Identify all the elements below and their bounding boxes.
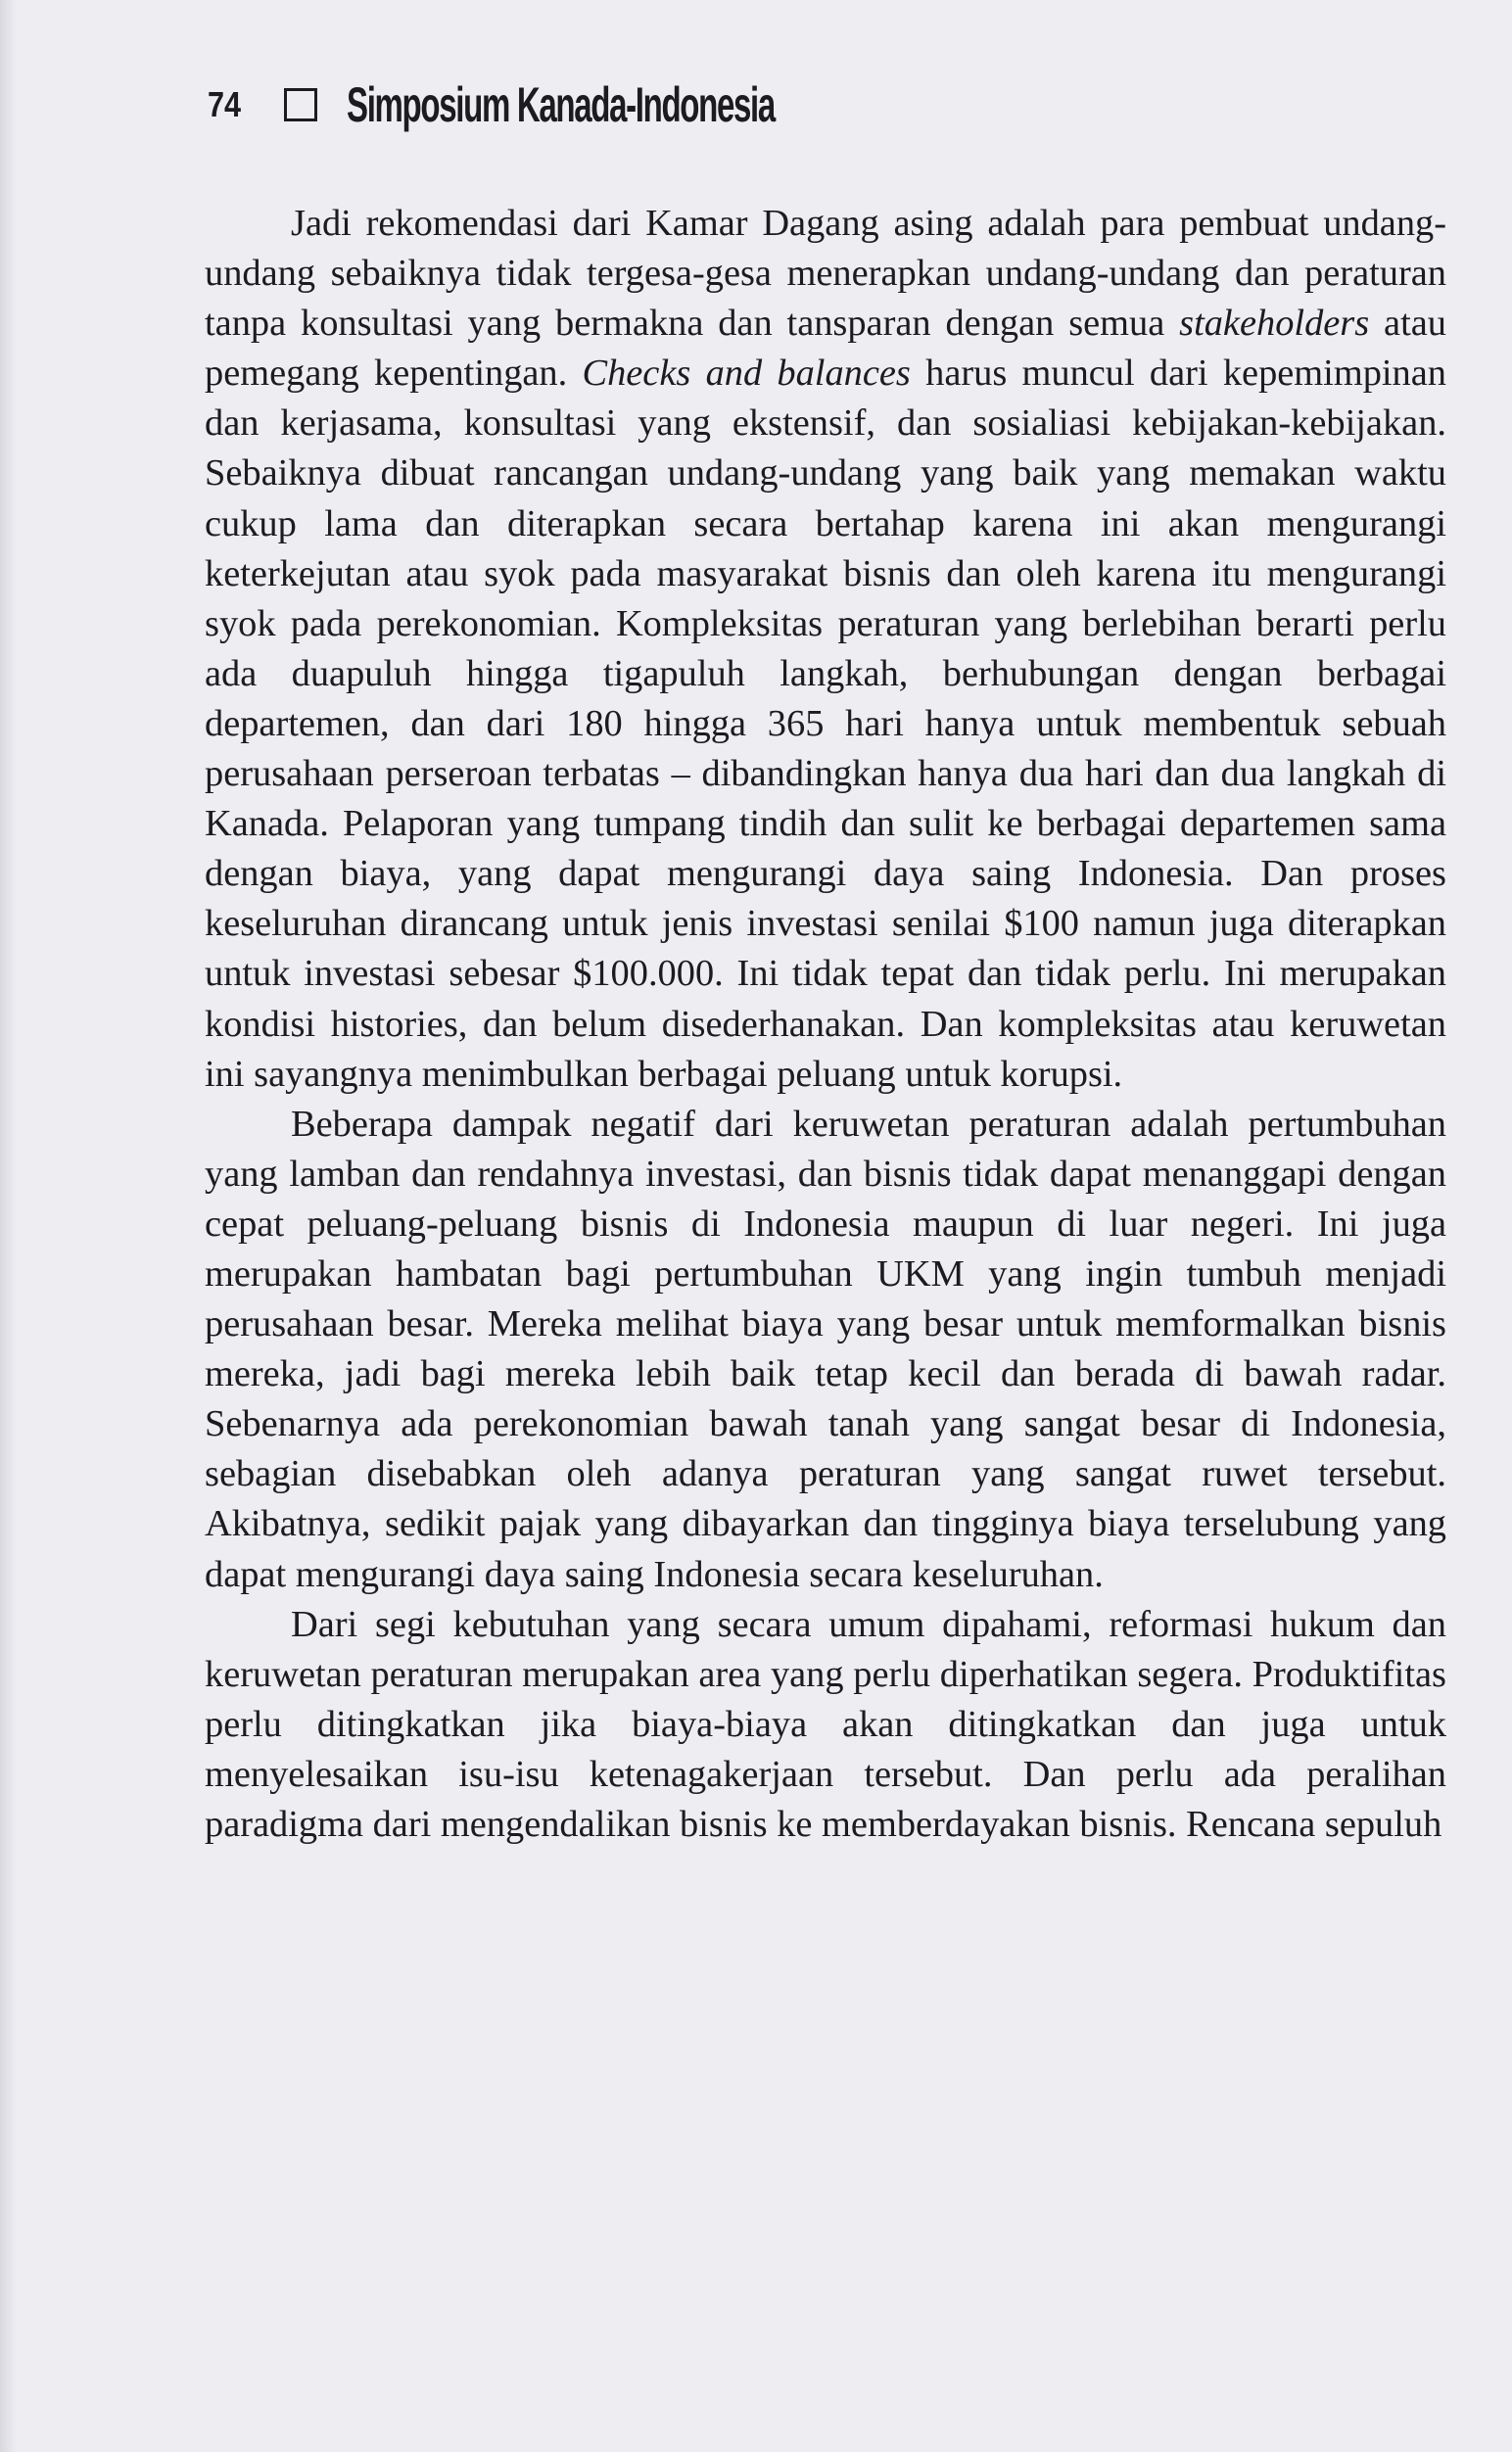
- paragraph-1-part-a: Jadi rekomendasi dari Kamar Dagang asing adalah para pembuat undang-undang sebaiknya tidak tergesa-gesa menerapkan undang-undang dan peraturan tanpa konsultasi yang bermakna dan tansparan dengan semua: [205, 203, 1446, 345]
- paragraph-1-italic-stakeholders: stakeholders: [1179, 303, 1370, 345]
- paragraph-1: [205, 199, 1446, 1100]
- paragraph-1-italic-checks: Checks and balances: [582, 353, 911, 395]
- running-title: Simposium Kanada-Indonesia: [347, 77, 775, 132]
- page-edge: [0, 0, 16, 2452]
- paragraph-3: Dari segi kebutuhan yang secara umum dipahami, reformasi hukum dan keruwetan peraturan merupakan area yang perlu diperhatikan segera. Produktifitas perlu ditingkatkan jika biaya-biaya akan ditingkatkan dan juga untuk menyelesaikan isu-isu ketenagakerjaan tersebut. Dan perlu ada peralihan paradigma dari mengendalikan bisnis ke memberdayakan bisnis. Rencana sepuluh: [205, 1603, 1446, 1845]
- square-box-icon: [284, 88, 317, 121]
- page-number: 74: [208, 84, 242, 124]
- running-header: [208, 71, 995, 139]
- paragraph-1-part-e: harus muncul dari kepemimpinan dan kerjasama, konsultasi yang ekstensif, dan sosialiasi kebijakan-kebijakan. Sebaiknya dibuat rancangan undang-undang yang baik yang memakan waktu cukup lama dan diterapkan secara bertahap karena ini akan mengurangi keterkejutan atau syok pada masyarakat bisnis dan oleh karena itu mengurangi syok pada perekonomian. Kompleksitas peraturan yang berlebihan berarti perlu ada duapuluh hingga tigapuluh langkah, berhubungan dengan berbagai departemen, dan dari 180 hingga 365 hari hanya untuk membentuk sebuah perusahaan perseroan terbatas – dibandingkan hanya dua hari dan dua langkah di Kanada. Pelaporan yang tumpang tindih dan sulit ke berbagai departemen sama dengan biaya, yang dapat mengurangi daya saing Indonesia. Dan proses keseluruhan dirancang untuk jenis investasi senilai $100 namun juga diterapkan untuk investasi sebesar $100.000. Ini tidak tepat dan tidak perlu. Ini merupakan kondisi histories, dan belum disederhanakan. Dan kompleksitas atau keruwetan ini sayangnya menimbulkan berbagai peluang untuk korupsi.: [205, 353, 1446, 1095]
- paragraph-2: Beberapa dampak negatif dari keruwetan peraturan adalah pertumbuhan yang lamban dan rendahnya investasi, dan bisnis tidak dapat menanggapi dengan cepat peluang-peluang bisnis di Indonesia maupun di luar negeri. Ini juga merupakan hambatan bagi pertumbuhan UKM yang ingin tumbuh menjadi perusahaan besar. Mereka melihat biaya yang besar untuk memformalkan bisnis mereka, jadi bagi mereka lebih baik tetap kecil dan berada di bawah radar. Sebenarnya ada perekonomian bawah tanah yang sangat besar di Indonesia, sebagian disebabkan oleh adanya peraturan yang sangat ruwet tersebut. Akibatnya, sedikit pajak yang dibayarkan dan tingginya biaya terselubung yang dapat mengurangi daya saing Indonesia secara keseluruhan.: [205, 1103, 1446, 1595]
- paragraph-1-part-c: atau pemegang kepentingan.: [205, 303, 1446, 395]
- body-text: [205, 199, 1446, 1850]
